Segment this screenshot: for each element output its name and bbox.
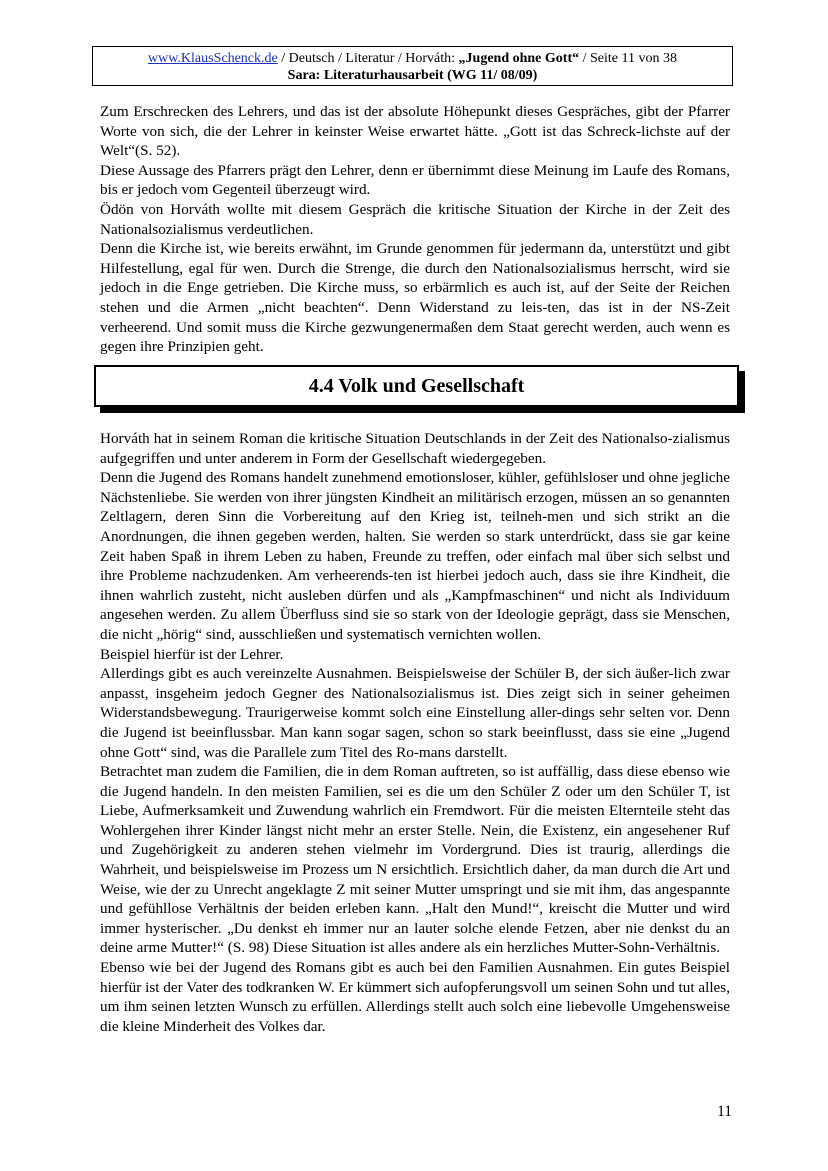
section-heading: 4.4 Volk und Gesellschaft [94, 365, 739, 407]
paragraph: Horváth hat in seinem Roman die kritische Situation Deutschlands in der Zeit des Nationalso-zialismus aufgegriffen und unter anderem in Form der Gesellschaft wiedergegeben. [100, 430, 730, 467]
header-line-1 [93, 50, 732, 67]
paragraph: Diese Aussage des Pfarrers prägt den Lehrer, denn er übernimmt diese Meinung im Laufe des Romans, bis er jedoch vom Gegenteil überzeugt wird. [100, 161, 730, 199]
text-block-top [100, 102, 730, 357]
paragraph: Zum Erschrecken des Lehrers, und das ist der absolute Höhepunkt dieses Gespräches, gibt der Pfarrer Worte von sich, die der Lehrer in keinster Weise erwartet hätte. „Gott ist das Schreck-lichste auf der Welt“(S. 52). [100, 103, 730, 160]
header-book-title: „Jugend ohne Gott“ [458, 51, 580, 66]
paragraph: Beispiel hierfür ist der Lehrer. [100, 645, 284, 663]
paragraph: Ebenso wie bei der Jugend des Romans gibt es auch bei den Familien Ausnahmen. Ein gutes Beispiel hierfür ist der Vater des todkranken W. Er kümmert sich aufopferungsvoll um seinen Sohn und tut alles, um ihm seinen letzten Wunsch zu erfüllen. Allerdings stellt auch solch eine liebevolle Umgehensweise die kleine Minderheit des Volkes dar. [100, 959, 730, 1035]
page-header [92, 46, 733, 86]
paragraph: Ödön von Horváth wollte mit diesem Gespräch die kritische Situation der Kirche in der Zeit des Nationalsozialismus verdeutlichen. [100, 200, 730, 238]
paragraph: Betrachtet man zudem die Familien, die in dem Roman auftreten, so ist auffällig, dass diese ebenso wie die Jugend handeln. In den meisten Familien, sei es die um den Schüler Z oder um den Schüler T, ist Liebe, Aufmerksamkeit und Zuwendung wahrlich ein Fremdwort. Für die meisten Elternteile steht das Wohlergehen ihrer Kinder längst nicht mehr an erster Stelle. Nein, die Existenz, ein angesehener Ruf und Zugehörigkeit zu anderen stehen vielmehr im Vordergrund. Dies ist traurig, allerdings die Wahrheit, und beispielsweise im Prozess um N ersichtlich. Ersichtlich daher, da man durch die Art und Weise, wie der zu Unrecht angeklagte Z mit seiner Mutter umspringt und sie mit ihm, das angespannte und gefühllose Verhältnis der beiden erleben kann. „Halt den Mund!“, kreischt die Mutter und wird immer hysterischer. „Du denkst eh immer nur an lauter solche elende Fetzen, aber nie denkst du an deine arme Mutter!“ (S. 98) Diese Situation ist alles andere als ein herzliches Mutter-Sohn-Verhältnis. [100, 763, 730, 957]
paragraph: Allerdings gibt es auch vereinzelte Ausnahmen. Beispielsweise der Schüler B, der sich äußer-lich zwar anpasst, insgeheim jedoch Gegner des Nationalsozialismus ist. Dies zeigt sich in seiner geheimen Widerstandsbewegung. Traurigerweise kommt solch eine Einstellung aller-dings sehr selten vor. Denn die Jugend ist beeinflussbar. Man kann sogar sagen, schon so stark beeinflusst, dass sie eine „Jugend ohne Gott“ sind, was die Parallele zum Titel des Ro-mans darstellt. [100, 665, 730, 761]
header-path: / Deutsch / Literatur / Horváth: [277, 51, 459, 66]
paragraph: Denn die Kirche ist, wie bereits erwähnt, im Grunde genommen für jedermann da, unterstützt und gibt Hilfestellung, egal für wen. Durch die Strenge, die durch den Nationalsozialismus herrscht, wird sie jedoch in die Enge getrieben. Die Kirche muss, so erbärmlich es auch ist, auf der Seite der Reichen stehen und die Armen „nicht beachten“. Denn Widerstand zu leis-ten, das ist in der NS-Zeit verheerend. Und somit muss die Kirche gezwungenermaßen dem Staat gerecht werden, auch wenn es gegen ihre Prinzipien geht. [100, 240, 730, 356]
section-heading-box [94, 365, 745, 413]
header-subtitle: Sara: Literaturhausarbeit (WG 11/ 08/09) [287, 68, 538, 83]
text-block-main [100, 429, 730, 1036]
paragraph: Denn die Jugend des Romans handelt zunehmend emotionsloser, kühler, gefühlsloser und ohne jegliche Nächstenliebe. Sie werden von ihrer jüngsten Kindheit an militärisch erzogen, müssen an so genannten Zeltlagern, deren Sinn die Vorbereitung auf den Krieg ist, teilneh-men und sich strikt an die Anordnungen, die ihnen gegeben werden, halten. Sie werden so stark unterdrückt, dass sie gar keine Zeit haben Spaß in ihrem Leben zu haben, Freunde zu treffen, oder einfach mal über sich selbst und ihre Probleme nachzudenken. Am verheerends-ten ist hierbei jedoch auch, dass sie ihre Kindheit, die ihnen wahrlich zusteht, nicht ausleben dürfen und als „Kampfmaschinen“ und nicht als Individuum angesehen werden. Zu allem Überfluss sind sie so stark von der Ideologie geprägt, dass sie Menschen, die nicht „hörig“ sind, ausschließen und systematisch vernichten wollen. [100, 469, 730, 643]
header-page-info: / Seite 11 von 38 [579, 51, 677, 66]
page-number: 11 [717, 1103, 732, 1120]
site-link[interactable]: www.KlausSchenck.de [148, 51, 278, 66]
